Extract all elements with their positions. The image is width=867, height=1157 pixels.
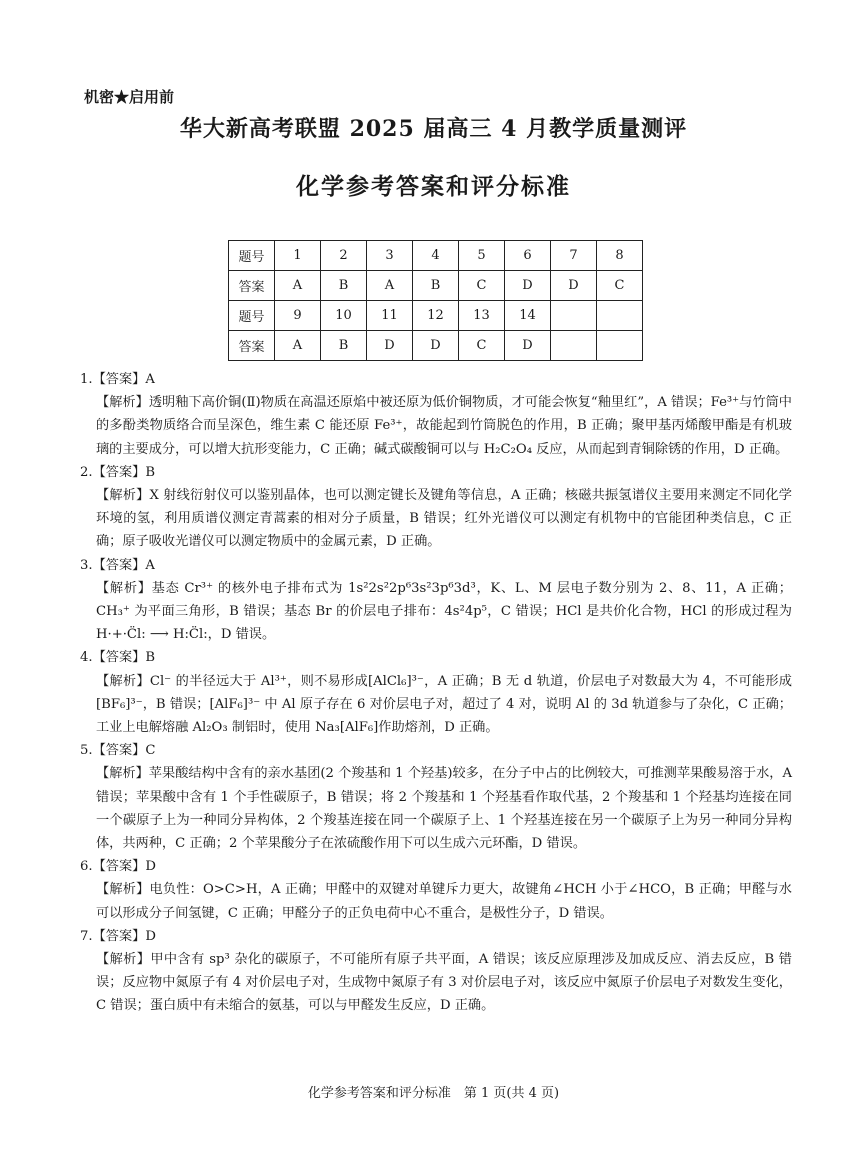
table-cell: A	[275, 271, 321, 301]
table-cell: A	[367, 271, 413, 301]
explanation: 【解析】基态 Cr³⁺ 的核外电子排布式为 1s²2s²2p⁶3s²3p⁶3d³，K、L、M 层电子数分别为 2、8、11，A 正确；CH₃⁺ 为平面三角形，B 错误；基态 Br 的价层电子排布：4s²4p⁵，C 错误；HCl 是共价化合物，HCl 的形成过程为H·+·C̈l: ⟶ H:C̈l:，D 错误。	[96, 580, 792, 643]
page-footer: 化学参考答案和评分标准 第 1 页(共 4 页)	[307, 1086, 560, 1101]
table-row-numbers-1	[229, 241, 643, 271]
explanation: 【解析】透明釉下高价铜(Ⅱ)物质在高温还原焰中被还原为低价铜物质，才可能会恢复“釉里红”，A 错误；Fe³⁺与竹筒中的多酚类物质络合而呈深色，维生素 C 能还原 Fe³⁺，故能起到竹筒脱色的作用，B 正确；聚甲基丙烯酸甲酯是有机玻璃的主要成分，可以增大抗形变能力，C 正确；碱式碳酸铜可以与 H₂C₂O₄ 反应，从而起到青铜除锈的作用，D 正确。	[96, 395, 792, 457]
question-5	[80, 739, 792, 855]
table-cell: 7	[551, 241, 597, 271]
table-cell	[597, 331, 643, 361]
table-cell: C	[459, 331, 505, 361]
table-cell: 6	[505, 241, 551, 271]
answer-line: 2.【答案】B	[80, 464, 156, 480]
answer-line: 6.【答案】D	[80, 859, 156, 875]
answer-line: 4.【答案】B	[80, 650, 156, 666]
question-4	[80, 646, 792, 739]
question-7	[80, 925, 792, 1018]
table-cell: D	[505, 271, 551, 301]
table-cell: D	[367, 331, 413, 361]
table-cell: 3	[367, 241, 413, 271]
row-label: 题号	[229, 301, 275, 331]
table-cell: D	[505, 331, 551, 361]
table-cell: C	[597, 271, 643, 301]
table-cell: 13	[459, 301, 505, 331]
table-cell	[551, 301, 597, 331]
question-6	[80, 855, 792, 925]
answer-line: 7.【答案】D	[80, 928, 156, 944]
table-cell: 5	[459, 241, 505, 271]
table-cell: 9	[275, 301, 321, 331]
row-label: 答案	[229, 331, 275, 361]
question-1	[80, 368, 792, 461]
explanation: 【解析】电负性：O>C>H，A 正确；甲醛中的双键对单键斥力更大，故键角∠HCH 小于∠HCO，B 正确；甲醛与水可以形成分子间氢键，C 正确；甲醛分子的正负电荷中心不重合，是极性分子，D 错误。	[96, 882, 792, 921]
exam-title: 华大新高考联盟 2025 届高三 4 月教学质量测评	[179, 116, 688, 142]
table-row-answers-1	[229, 271, 643, 301]
table-cell	[551, 331, 597, 361]
table-cell: B	[321, 331, 367, 361]
confidential-label: 机密★启用前	[84, 88, 175, 106]
row-label: 答案	[229, 271, 275, 301]
table-cell: D	[551, 271, 597, 301]
row-label: 题号	[229, 241, 275, 271]
answer-line: 5.【答案】C	[80, 743, 156, 759]
table-cell: 12	[413, 301, 459, 331]
table-cell: B	[413, 271, 459, 301]
document-subtitle: 化学参考答案和评分标准	[296, 173, 571, 200]
explanation: 【解析】X 射线衍射仪可以鉴别晶体，也可以测定键长及键角等信息，A 正确；核磁共振氢谱仪主要用来测定不同化学环境的氢，利用质谱仪测定青蒿素的相对分子质量，B 错误；红外光谱仪可以测定有机物中的官能团种类信息，C 正确；原子吸收光谱仪可以测定物质中的金属元素，D 正确。	[96, 488, 792, 550]
question-2	[80, 461, 792, 554]
table-cell: 4	[413, 241, 459, 271]
answer-table	[228, 240, 643, 361]
answer-line: 1.【答案】A	[80, 372, 155, 387]
table-cell: C	[459, 271, 505, 301]
table-cell: 2	[321, 241, 367, 271]
table-row-answers-2	[229, 331, 643, 361]
answer-line: 3.【答案】A	[80, 557, 155, 573]
table-cell	[597, 301, 643, 331]
table-cell: D	[413, 331, 459, 361]
explanation: 【解析】苹果酸结构中含有的亲水基团(2 个羧基和 1 个羟基)较多，在分子中占的比例较大，可推测苹果酸易溶于水，A 错误；苹果酸中含有 1 个手性碳原子，B 错误；将 2 个羧基和 1 个羟基看作取代基，2 个羧基和 1 个羟基均连接在同一个碳原子上为一种同分异构体，2 个羧基连接在同一个碳原子上、1 个羟基连接在另一个碳原子上为另一种同分异构体，共两种，C 正确；2 个苹果酸分子在浓硫酸作用下可以生成六元环酯，D 错误。	[96, 766, 792, 852]
question-3	[80, 554, 792, 647]
answer-explanations	[80, 368, 792, 1018]
table-row-numbers-2	[229, 301, 643, 331]
explanation: 【解析】Cl⁻ 的半径远大于 Al³⁺，则不易形成[AlCl₆]³⁻，A 正确；B 无 d 轨道，价层电子对数最大为 4，不可能形成[BF₆]³⁻，B 错误；[AlF₆]³⁻ 中 Al 原子存在 6 对价层电子对，超过了 4 对，说明 Al 的 3d 轨道参与了杂化，C 正确；工业上电解熔融 Al₂O₃ 制铝时，使用 Na₃[AlF₆]作助熔剂，D 正确。	[96, 673, 792, 736]
table-cell: A	[275, 331, 321, 361]
table-cell: 10	[321, 301, 367, 331]
table-cell: 11	[367, 301, 413, 331]
table-cell: 1	[275, 241, 321, 271]
explanation: 【解析】甲中含有 sp³ 杂化的碳原子，不可能所有原子共平面，A 错误；该反应原理涉及加成反应、消去反应，B 错误；反应物中氮原子有 4 对价层电子对，生成物中氮原子有 3 对价层电子对，该反应中氮原子价层电子对数发生变化，C 错误；蛋白质中有未缩合的氨基，可以与甲醛发生反应，D 正确。	[96, 952, 792, 1014]
table-cell: 8	[597, 241, 643, 271]
table-cell: B	[321, 271, 367, 301]
table-cell: 14	[505, 301, 551, 331]
